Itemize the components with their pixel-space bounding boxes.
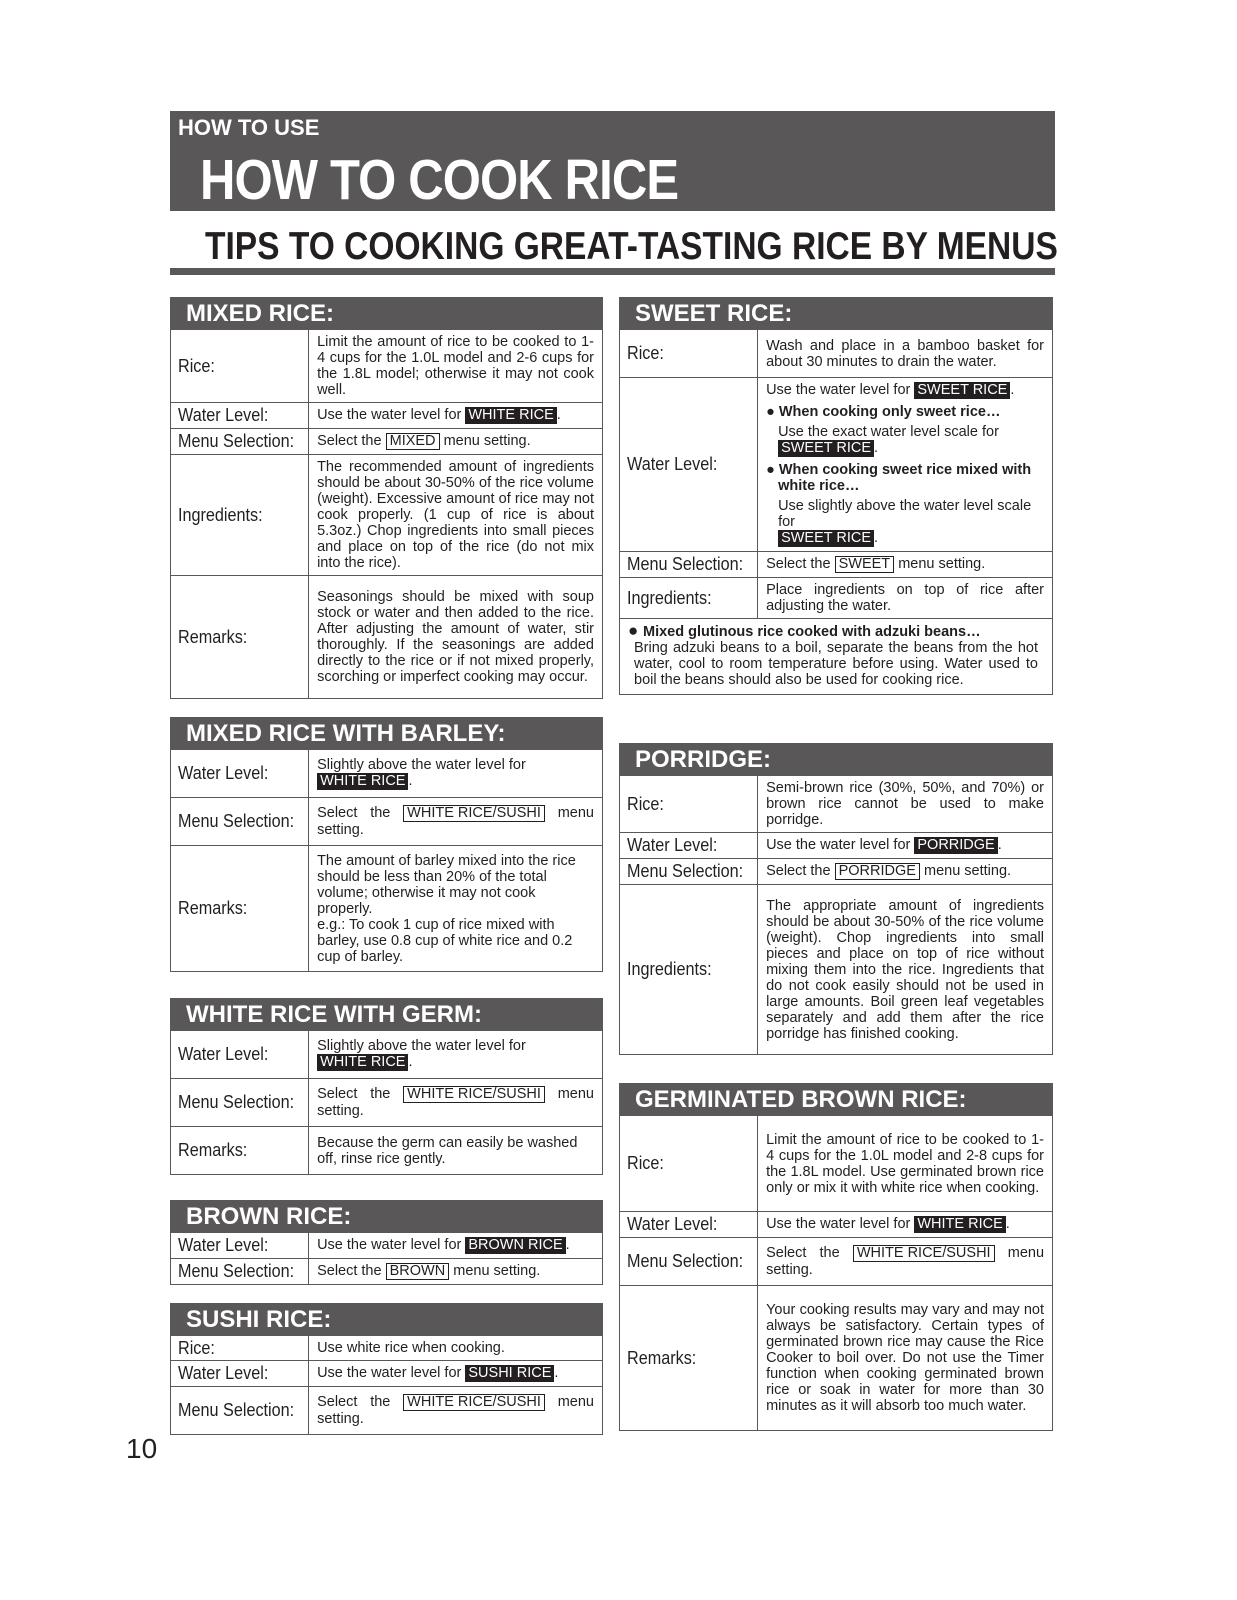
menu-key: WHITE RICE/SUSHI <box>853 1245 995 1262</box>
porridge-table: Rice: Semi-brown rice (30%, 50%, and 70%) or brown rice cannot be used to make porridge. Water Level: Use the water level for PORRIDGE . Menu Selection: Select the PORRIDGE menu setting. Ingredients: The appropriate amount of ingredients should be about 30-50% of the rice volume (weight). Chop ingredients into small pieces and place on top of rice without mixing them into the rice. Ingredients that do not cook easily should not be used in large amounts. Boil green leaf vegetables separately and add them after the rice porridge has finished cooking. <box>619 775 1053 1055</box>
germ-section <box>170 998 603 1175</box>
row-label: Menu Selection: <box>178 1261 295 1281</box>
row-label: Water Level: <box>178 1363 269 1383</box>
row-label: Water Level: <box>178 1235 269 1255</box>
bullet-heading: When cooking only sweet rice… <box>778 404 1001 420</box>
row-label: Menu Selection: <box>627 1251 744 1271</box>
section-title: SWEET RICE: <box>619 297 1053 329</box>
row-label: Water Level: <box>178 405 269 425</box>
divider <box>170 268 1055 275</box>
row-label: Remarks: <box>178 898 248 918</box>
water-level-key: WHITE RICE <box>317 1054 408 1071</box>
porridge-section <box>619 743 1053 1055</box>
menu-key: SWEET <box>835 556 895 573</box>
row-label: Menu Selection: <box>178 811 295 831</box>
rice-value: Limit the amount of rice to be cooked to 1-4 cups for the 1.0L model and 2-8 cups for the 1.8L model. Use germinated brown rice only or mix it with white rice when cooking. <box>758 1116 1053 1212</box>
mixed-rice-section <box>170 297 603 699</box>
row-label: Menu Selection: <box>178 431 295 451</box>
bullet-icon: ● <box>628 621 643 640</box>
section-title: MIXED RICE WITH BARLEY: <box>170 717 603 749</box>
adzuki-note <box>619 619 1053 695</box>
row-label: Rice: <box>627 793 664 814</box>
row-label: Rice: <box>178 355 215 376</box>
sweet-rice-section <box>619 297 1053 695</box>
germinated-brown-rice-section <box>619 1083 1053 1431</box>
row-label: Menu Selection: <box>627 861 744 881</box>
row-label: Ingredients: <box>627 587 712 608</box>
menu-key: BROWN <box>386 1263 450 1280</box>
water-level-key: SWEET RICE <box>778 530 874 547</box>
page-subtitle: TIPS TO COOKING GREAT-TASTING RICE BY MENUS <box>205 225 1058 268</box>
remarks-value: The amount of barley mixed into the rice should be less than 20% of the total volume; otherwise it may not cook properly. <box>317 852 576 917</box>
row-label: Water Level: <box>627 835 718 855</box>
germinated-brown-rice-table: Rice: Limit the amount of rice to be cooked to 1-4 cups for the 1.0L model and 2-8 cups for the 1.8L model. Use germinated brown rice only or mix it with white rice when cooking. Water Level: Use the water level for WHITE RICE . Menu Selection: Select the WHITE RICE/SUSHI menu setting. Remarks: Your cooking results may vary and may not always be satisfactory. Certain types of germinated brown rice may cause the Rice Cooker to boil over. Do not use the Timer function when cooking germinated brown rice or soak in water for more than 30 minutes as it will absorb too much water. <box>619 1115 1053 1431</box>
water-level-key: WHITE RICE <box>465 407 556 424</box>
barley-section <box>170 717 603 972</box>
row-label: Rice: <box>627 1153 664 1173</box>
header-banner <box>170 111 1055 211</box>
row-label: Water Level: <box>627 1214 718 1234</box>
rice-value: Semi-brown rice (30%, 50%, and 70%) or brown rice cannot be used to make porridge. <box>758 776 1053 833</box>
row-label: Menu Selection: <box>627 554 744 574</box>
row-label: Menu Selection: <box>178 1092 295 1112</box>
remarks-value: Your cooking results may vary and may not always be satisfactory. Certain types of germinated brown rice may cause the Rice Cooker to boil over. Do not use the Timer function when cooking germinated brown rice or soak in water for more than 30 minutes as it will absorb too much water. <box>758 1286 1053 1431</box>
row-label: Rice: <box>178 1337 215 1358</box>
rice-value: Use white rice when cooking. <box>309 1336 603 1361</box>
row-label: Water Level: <box>178 763 269 783</box>
sushi-rice-table: Rice: Use white rice when cooking. Water Level: Use the water level for SUSHI RICE . Menu Selection: Select the WHITE RICE/SUSHI menu setting. <box>170 1335 603 1435</box>
page-number: 10 <box>126 1433 158 1464</box>
remarks-value: Seasonings should be mixed with soup stock or water and then added to the rice. After adjusting the amount of water, stir thoroughly. If the seasonings are added directly to the rice or if not mixed properly, scorching or imperfect cooking may occur. <box>309 576 603 699</box>
row-label: Remarks: <box>627 1347 697 1368</box>
remarks-example: e.g.: To cook 1 cup of rice mixed with barley, use 0.8 cup of white rice and 0.2 cup of barley. <box>317 916 573 965</box>
menu-key: PORRIDGE <box>835 863 920 880</box>
water-level-key: WHITE RICE <box>914 1216 1005 1233</box>
sweet-rice-table: Rice: Wash and place in a bamboo basket for about 30 minutes to drain the water. Water Level: Use the water level for SWEET RICE . ● When cooking only sweet rice… Use the exact water level scale for SWEET RICE . ● When cooking sweet rice mixed with white rice… Use slightly above the water level scale for SWEET RICE . Menu Selection: Select the SWEET menu setting. Ingredients: Place ingredients on top of rice after adjusting the water. <box>619 329 1053 619</box>
section-title: BROWN RICE: <box>170 1200 603 1232</box>
bullet-icon: ● <box>766 404 779 420</box>
water-level-key: PORRIDGE <box>914 837 997 854</box>
menu-key: WHITE RICE/SUSHI <box>403 1086 545 1103</box>
water-level-key: WHITE RICE <box>317 773 408 790</box>
page-title: HOW TO COOK RICE <box>200 148 679 212</box>
bullet-heading: When cooking sweet rice mixed with white rice… <box>778 462 1032 494</box>
brown-rice-table: Water Level: Use the water level for BROWN RICE . Menu Selection: Select the BROWN menu setting. <box>170 1232 603 1285</box>
rice-value: Limit the amount of rice to be cooked to 1-4 cups for the 1.0L model and 2-6 cups for the 1.8L model; otherwise it may not cook well. <box>309 330 603 403</box>
ingredients-value: The appropriate amount of ingredients should be about 30-50% of the rice volume (weight). Chop ingredients into small pieces and place on top of rice without mixing them into the rice. Ingredients that do not cook easily should not be used in large amounts. Boil green leaf vegetables separately and add them after the rice porridge has finished cooking. <box>758 885 1053 1055</box>
section-title: MIXED RICE: <box>170 297 603 329</box>
section-title: PORRIDGE: <box>619 743 1053 775</box>
section-title: GERMINATED BROWN RICE: <box>619 1083 1053 1115</box>
brown-rice-section <box>170 1200 603 1285</box>
rice-value: Wash and place in a bamboo basket for about 30 minutes to drain the water. <box>758 330 1053 378</box>
row-label: Water Level: <box>627 454 718 474</box>
water-level-key: BROWN RICE <box>465 1237 565 1254</box>
bullet-icon: ● <box>766 462 779 478</box>
menu-key: WHITE RICE/SUSHI <box>403 1394 545 1411</box>
row-label: Water Level: <box>178 1044 269 1064</box>
row-label: Ingredients: <box>627 959 712 979</box>
section-title: WHITE RICE WITH GERM: <box>170 998 603 1030</box>
barley-table: Water Level: Slightly above the water level for WHITE RICE . Menu Selection: Select the WHITE RICE/SUSHI menu setting. Remarks: The amount of barley mixed into the rice should be less than 20% of the total volume; otherwise it may not cook properly. e.g.: To cook 1 cup of rice mixed with barley, use 0.8 cup of white rice and 0.2 cup of barley. <box>170 749 603 972</box>
section-title: SUSHI RICE: <box>170 1303 603 1335</box>
row-label: Menu Selection: <box>178 1400 295 1420</box>
germ-table: Water Level: Slightly above the water level for WHITE RICE . Menu Selection: Select the WHITE RICE/SUSHI menu setting. Remarks: Because the germ can easily be washed off, rinse rice gently. <box>170 1030 603 1175</box>
water-level-key: SWEET RICE <box>914 382 1010 399</box>
menu-key: MIXED <box>386 433 440 450</box>
ingredients-value: The recommended amount of ingredients should be about 30-50% of the rice volume (weight). Excessive amount of rice may not cook properly. (1 cup of rice is about 5.3oz.) Chop ingredients into small pieces and place on top of the rice (do not mix into the rice). <box>309 455 603 576</box>
menu-key: WHITE RICE/SUSHI <box>403 805 545 822</box>
ingredients-value: Place ingredients on top of rice after adjusting the water. <box>758 578 1053 619</box>
water-level-key: SUSHI RICE <box>465 1365 554 1382</box>
water-level-key: SWEET RICE <box>778 440 874 457</box>
row-label: Remarks: <box>178 1140 248 1160</box>
mixed-rice-table: Rice: Limit the amount of rice to be cooked to 1-4 cups for the 1.0L model and 2-6 cups for the 1.8L model; otherwise it may not cook well. Water Level: Use the water level for WHITE RICE . Menu Selection: Select the MIXED menu setting. Ingredients: The recommended amount of ingredients should be about 30-50% of the rice volume (weight). Excessive amount of rice may not cook properly. (1 cup of rice is about 5.3oz.) Chop ingredients into small pieces and place on top of the rice (do not mix into the rice). Remarks: Seasonings should be mixed with soup stock or water and then added to the rice. After adjusting the amount of water, stir thoroughly. If the seasonings are added directly to the rice or if not mixed properly, scorching or imperfect cooking may occur. <box>170 329 603 699</box>
row-label: Ingredients: <box>178 504 263 525</box>
section-label: HOW TO USE <box>178 115 320 140</box>
row-label: Remarks: <box>178 626 248 647</box>
note-text: Bring adzuki beans to a boil, separate the beans from the hot water, cool to room temperature before using. Water used to boil the beans should also be used for cooking rice. <box>634 640 1038 688</box>
row-label: Rice: <box>627 343 664 363</box>
note-title: Mixed glutinous rice cooked with adzuki beans… <box>643 624 981 640</box>
remarks-value: Because the germ can easily be washed off, rinse rice gently. <box>309 1127 603 1175</box>
sushi-rice-section <box>170 1303 603 1435</box>
